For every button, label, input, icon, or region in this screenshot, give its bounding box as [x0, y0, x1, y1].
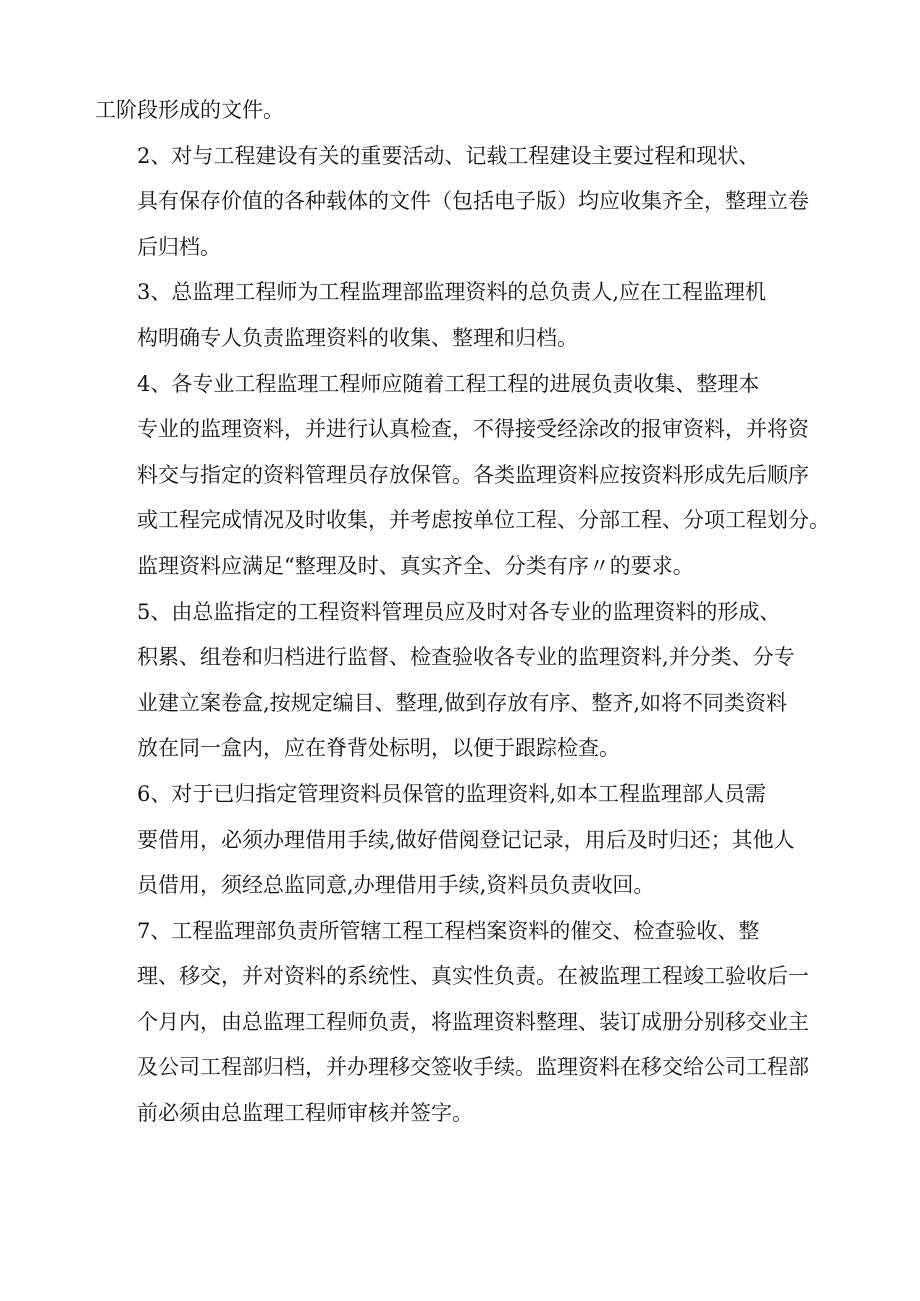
- paragraph-p7: [95, 909, 830, 1137]
- paragraph-p4: [95, 362, 830, 590]
- text-line: 专业的监理资料，并进行认真检查，不得接受经涂改的报审资料，并将资: [137, 417, 809, 442]
- text-line: 3、总监理工程师为工程监理部监理资料的总负责人,应在工程监理机: [137, 280, 767, 305]
- document-body: [95, 88, 830, 1137]
- paragraph-p5: [95, 590, 830, 772]
- text-line: 或工程完成情况及时收集，并考虑按单位工程、分部工程、分项工程划分。: [137, 508, 830, 533]
- text-line: 具有保存价值的各种载体的文件（包括电子版）均应收集齐全，整理立卷: [137, 189, 809, 214]
- text-line: 业建立案卷盒,按规定编目、整理,做到存放有序、整齐,如将不同类资料: [137, 690, 788, 715]
- text-line: 理、移交，并对资料的系统性、真实性负责。在被监理工程竣工验收后一: [137, 964, 809, 989]
- text-line: 料交与指定的资料管理员存放保管。各类监理资料应按资料形成先后顺序: [137, 462, 809, 487]
- text-line: 监理资料应满足“整理及时、真实齐全、分类有序〃的要求。: [137, 553, 694, 578]
- text-line: 放在同一盒内，应在脊背处标明，以便于跟踪检查。: [137, 736, 620, 761]
- paragraph-p2: [95, 134, 830, 271]
- text-line: 积累、组卷和归档进行监督、检查验收各专业的监理资料,并分类、分专: [137, 645, 795, 670]
- paragraph-p0: [95, 88, 830, 134]
- text-line: 要借用，必须办理借用手续,做好借阅登记记录，用后及时归还；其他人: [137, 827, 795, 852]
- text-line: 2、对与工程建设有关的重要活动、记载工程建设主要过程和现状、: [137, 143, 760, 168]
- text-line: 及公司工程部归档，并办理移交签收手续。监理资料在移交给公司工程部: [137, 1055, 809, 1080]
- text-line: 5、由总监指定的工程资料管理员应及时对各专业的监理资料的形成、: [137, 599, 781, 624]
- text-line: 个月内，由总监理工程师负责，将监理资料整理、装订成册分别移交业主: [137, 1009, 809, 1034]
- paragraph-p6: [95, 772, 830, 909]
- text-line: 4、各专业工程监理工程师应随着工程工程的进展负责收集、整理本: [137, 371, 760, 396]
- text-line: 6、对于已归指定管理资料员保管的监理资料,如本工程监理部人员需: [137, 781, 767, 806]
- paragraph-p3: [95, 270, 830, 361]
- text-line: 7、工程监理部负责所管辖工程工程档案资料的催交、检查验收、整: [137, 918, 760, 943]
- text-line: 构明确专人负责监理资料的收集、整理和归档。: [137, 325, 578, 350]
- text-line: 工阶段形成的文件。: [95, 98, 284, 122]
- text-line: 前必须由总监理工程师审核并签字。: [137, 1101, 473, 1126]
- text-line: 后归档。: [137, 234, 221, 259]
- text-line: 员借用，须经总监同意,办理借用手续,资料员负责收回。: [137, 873, 655, 898]
